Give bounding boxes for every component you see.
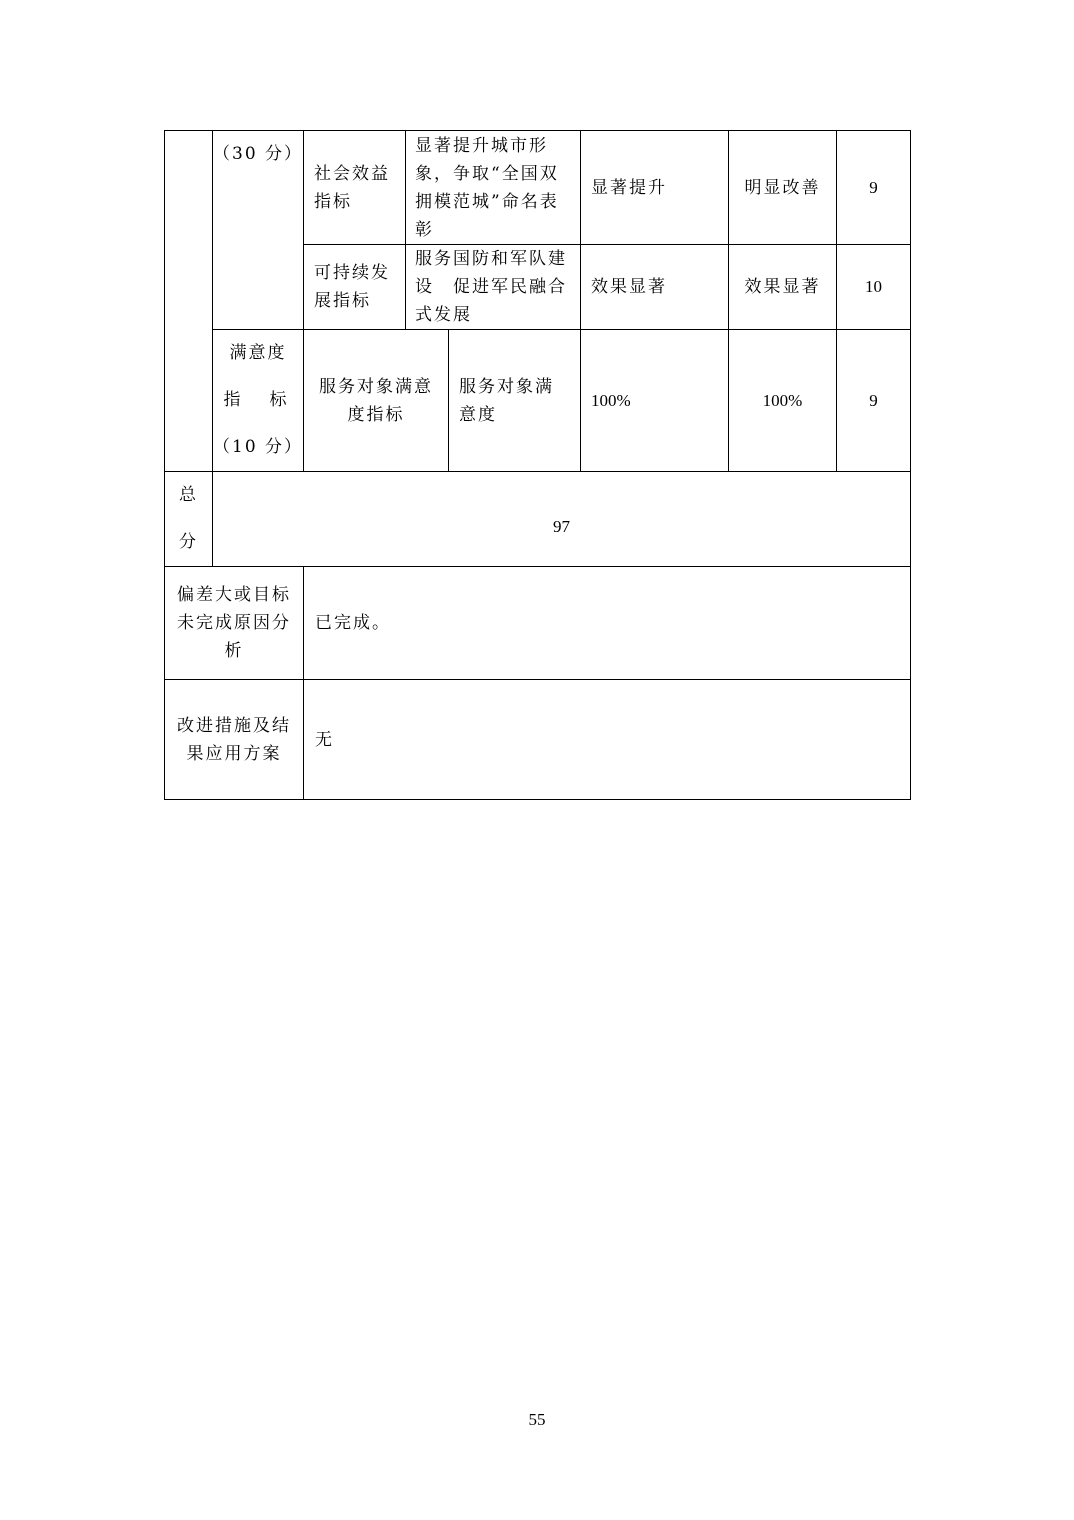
deviation-value: 已完成。 <box>315 613 391 633</box>
improvement-value: 无 <box>315 729 334 750</box>
category-cell <box>213 140 303 180</box>
total-label-line: 总 <box>179 485 198 505</box>
deviation-value-cell <box>315 567 905 679</box>
indicator-cell <box>314 131 400 244</box>
table-border-right <box>910 130 911 800</box>
content-cell <box>415 131 575 244</box>
target-cell <box>591 330 725 471</box>
content-cell <box>459 330 569 471</box>
total-value-cell <box>213 472 910 582</box>
content-label: 显著提升城市形象，争取“全国双拥模范城”命名表彰 <box>415 135 559 240</box>
target-cell <box>591 131 725 244</box>
column-divider <box>580 130 581 472</box>
target-cell <box>591 245 725 329</box>
score-cell <box>837 330 910 471</box>
actual-cell <box>729 330 836 471</box>
content-label: 服务对象满意度 <box>459 376 554 425</box>
category-label-line: （10 分） <box>213 437 304 457</box>
table-border-bottom <box>164 799 911 800</box>
score-value: 9 <box>869 390 878 410</box>
column-divider <box>448 329 449 472</box>
total-label-line: 分 <box>179 532 198 552</box>
column-divider <box>405 130 406 330</box>
actual-value: 100% <box>762 390 803 410</box>
indicator-cell <box>312 330 440 471</box>
actual-cell <box>729 245 836 329</box>
improvement-value-cell <box>315 680 905 799</box>
content-cell <box>415 245 575 329</box>
column-divider <box>303 130 304 472</box>
target-value: 效果显著 <box>591 277 667 297</box>
actual-value: 效果显著 <box>744 277 821 297</box>
category-cell <box>213 330 303 471</box>
score-cell <box>837 245 910 329</box>
target-value: 显著提升 <box>591 177 667 198</box>
actual-value: 明显改善 <box>744 177 821 198</box>
category-label-line: 满意度 <box>229 343 287 363</box>
category-label-line: 指 标 <box>223 390 293 410</box>
score-value: 9 <box>869 177 878 197</box>
content-label: 服务国防和军队建设 促进军民融合式发展 <box>415 249 567 325</box>
category-label: （30 分） <box>213 144 304 164</box>
total-label-cell <box>165 472 212 566</box>
deviation-label-cell <box>172 567 296 679</box>
page-number: 55 <box>528 1410 546 1429</box>
total-value: 97 <box>553 517 570 536</box>
improvement-label-cell <box>172 680 296 799</box>
table-border-left <box>164 130 165 800</box>
indicator-label: 可持续发展指标 <box>314 263 390 311</box>
indicator-label: 社会效益指标 <box>314 163 390 212</box>
score-value: 10 <box>865 277 882 296</box>
column-divider <box>303 566 304 800</box>
actual-cell <box>729 131 836 244</box>
deviation-label: 偏差大或目标未完成原因分析 <box>177 585 291 661</box>
indicator-label: 服务对象满意度指标 <box>319 376 433 425</box>
target-value: 100% <box>591 390 631 410</box>
improvement-label: 改进措施及结果应用方案 <box>177 715 291 764</box>
score-cell <box>837 131 910 244</box>
indicator-cell <box>314 245 400 329</box>
